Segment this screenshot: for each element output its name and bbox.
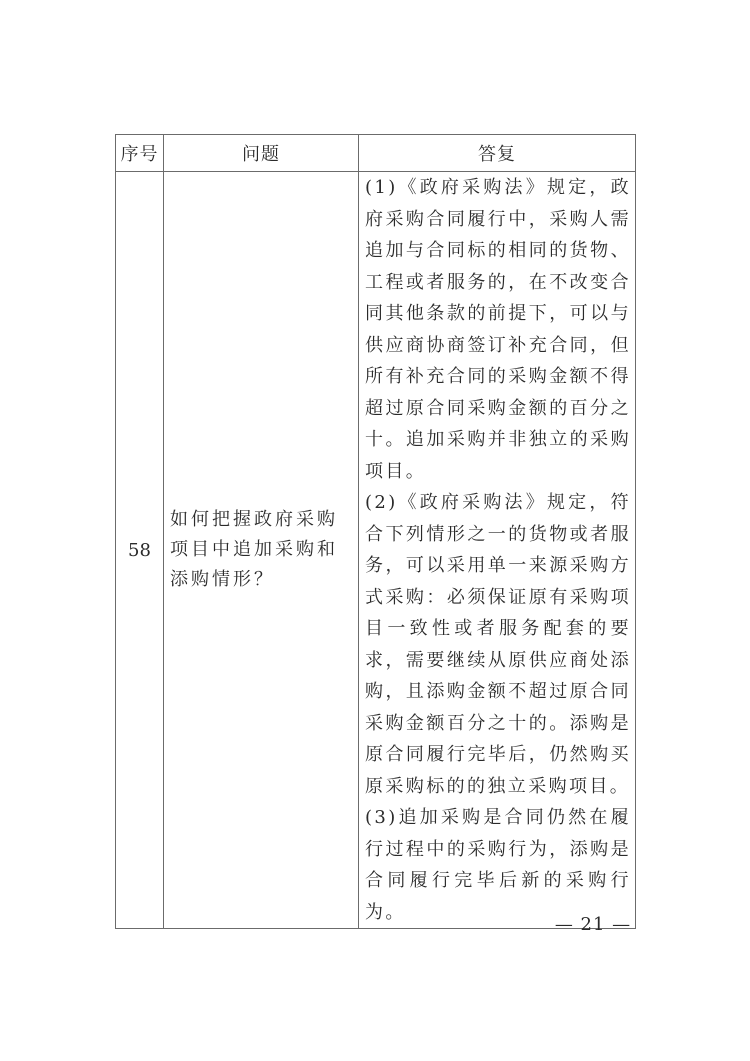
- row-answer: [359, 172, 636, 929]
- answer-paragraph-2: (2)《政府采购法》规定，符合下列情形之一的货物或者服务，可以采用单一来源采购方式采购：必须保证原有采购项目一致性或者服务配套的要求，需要继续从原供应商处添购，且添购金额不超过原合同采购金额百分之十的。添购是原合同履行完毕后，仍然购买原采购标的的独立采购项目。: [365, 492, 631, 797]
- header-question: 问题: [164, 135, 359, 172]
- qa-table: [115, 134, 636, 929]
- header-seq: 序号: [116, 135, 164, 172]
- table-row: [116, 172, 636, 929]
- answer-paragraph-3: (3)追加采购是合同仍然在履行过程中的采购行为，添购是合同履行完毕后新的采购行为。: [365, 807, 631, 923]
- table-header-row: [116, 135, 636, 172]
- row-seq: 58: [116, 172, 164, 929]
- row-question: 如何把握政府采购项目中追加采购和添购情形？: [164, 172, 359, 929]
- header-answer: 答复: [359, 135, 636, 172]
- page-number: — 21 —: [554, 914, 632, 935]
- answer-paragraph-1: (1)《政府采购法》规定，政府采购合同履行中，采购人需追加与合同标的相同的货物、工程或者服务的，在不改变合同其他条款的前提下，可以与供应商协商签订补充合同，但所有补充合同的采购金额不得超过原合同采购金额的百分之十。追加采购并非独立的采购项目。: [365, 177, 631, 482]
